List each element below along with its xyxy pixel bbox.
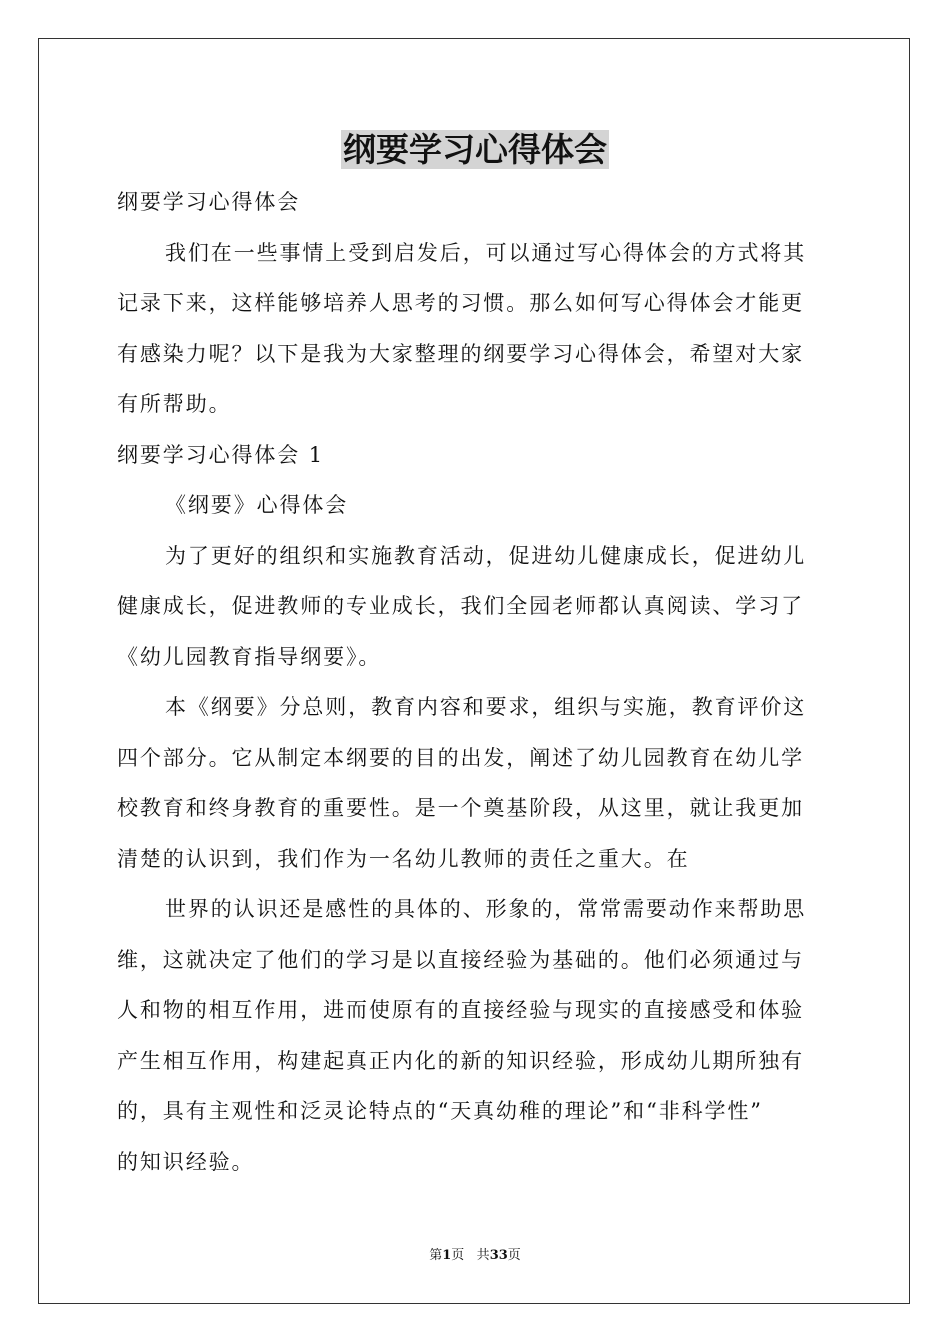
text-line: 人和物的相互作用，进而使原有的直接经验与现实的直接感受和体验	[117, 998, 804, 1022]
title-highlight: 纲要学习心得体会	[343, 130, 607, 169]
text-line: 产生相互作用，构建起真正内化的新的知识经验，形成幼儿期所独有	[117, 1048, 804, 1073]
text-line: 健康成长，促进教师的专业成长，我们全园老师都认真阅读、学习了	[117, 594, 804, 618]
text-line: 世界的认识还是感性的具体的、形象的，常常需要动作来帮助思	[165, 897, 807, 921]
page-footer	[0, 1247, 950, 1265]
text-line: 为了更好的组织和实施教育活动，促进幼儿健康成长，促进幼儿	[165, 543, 807, 568]
text-line: 四个部分。它从制定本纲要的目的出发，阐述了幼儿园教育在幼儿学	[117, 745, 804, 770]
text-line: 《幼儿园教育指导纲要》。	[117, 644, 382, 669]
footer-prefix: 第	[429, 1248, 443, 1263]
footer-total-pages: 33	[489, 1248, 508, 1263]
text-line: 纲要学习心得体会 1	[117, 442, 325, 467]
text-line: 纲要学习心得体会	[117, 190, 301, 214]
text-line: 《纲要》心得体会	[165, 493, 349, 517]
document-title	[0, 126, 950, 174]
text-line: 的，具有主观性和泛灵论特点的“天真幼稚的理论”和“非科学性”	[117, 1099, 763, 1123]
text-line: 记录下来，这样能够培养人思考的习惯。那么如何写心得体会才能更	[117, 291, 804, 315]
text-line: 维，这就决定了他们的学习是以直接经验为基础的。他们必须通过与	[117, 947, 804, 972]
text-line: 清楚的认识到，我们作为一名幼儿教师的责任之重大。在	[117, 846, 690, 871]
text-line: 我们在一些事情上受到启发后，可以通过写心得体会的方式将其	[165, 240, 807, 265]
footer-total-suffix: 页	[507, 1248, 521, 1263]
footer-page-suffix: 页	[451, 1248, 465, 1263]
text-line: 有所帮助。	[117, 392, 232, 416]
text-line: 的知识经验。	[117, 1149, 255, 1174]
text-line: 本《纲要》分总则，教育内容和要求，组织与实施，教育评价这	[165, 695, 807, 719]
text-line: 校教育和终身教育的重要性。是一个奠基阶段，从这里，就让我更加	[117, 796, 804, 820]
footer-total-prefix: 共	[476, 1248, 490, 1263]
footer-page-number: 1	[442, 1248, 452, 1263]
text-line: 有感染力呢？以下是我为大家整理的纲要学习心得体会，希望对大家	[117, 341, 804, 366]
document-body	[117, 177, 837, 1187]
